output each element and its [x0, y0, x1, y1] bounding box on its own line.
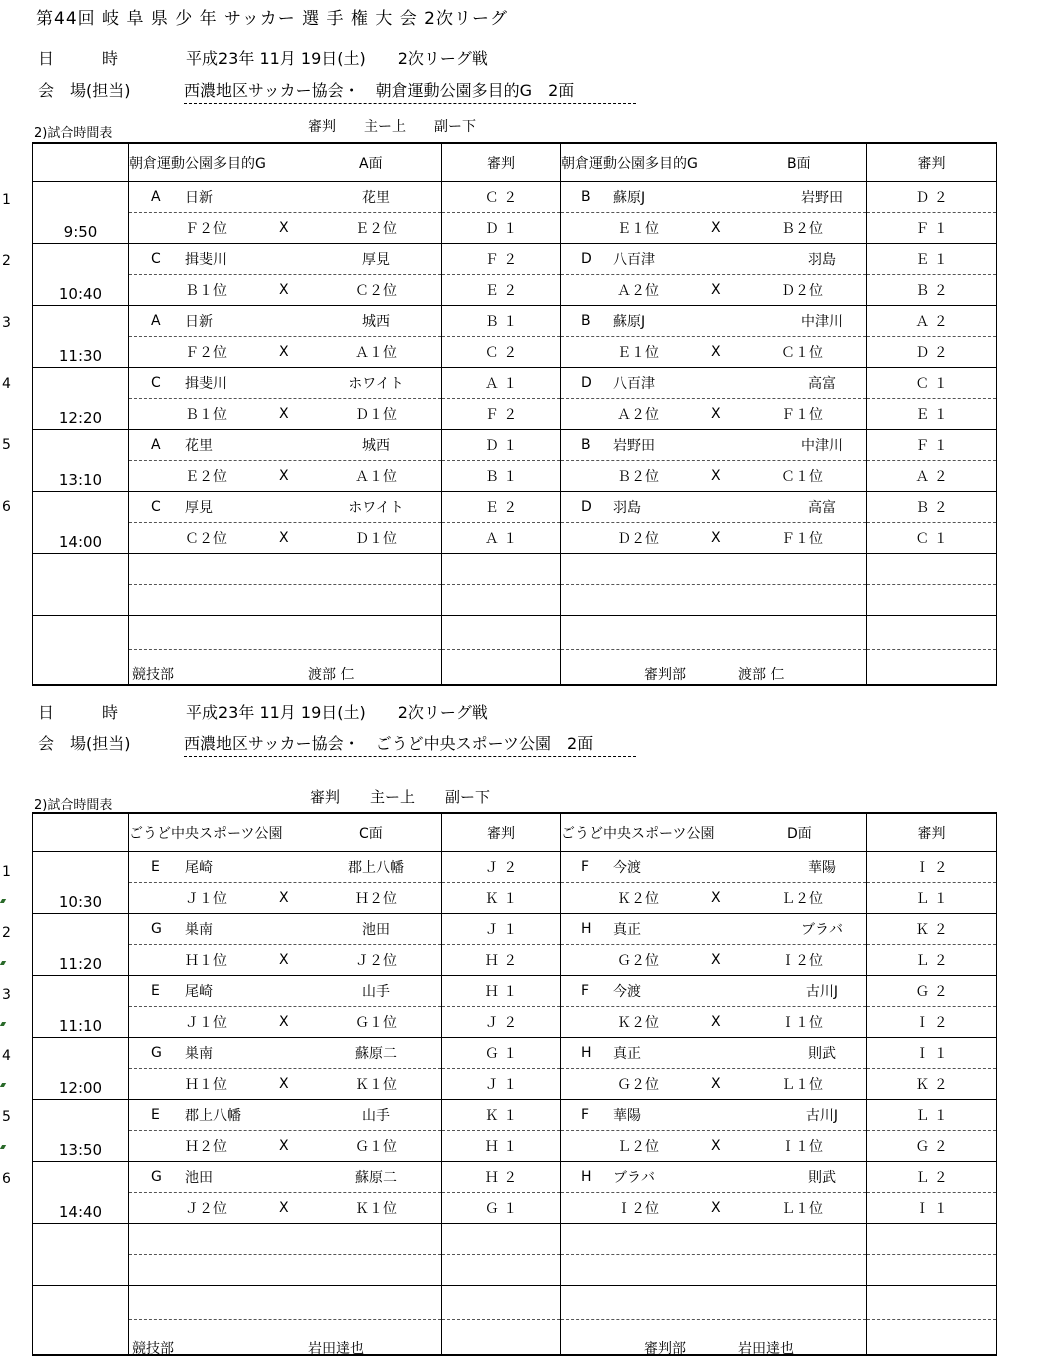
venue-value: 西濃地区サッカー協会・ ごうど中央スポーツ公園 2面: [184, 731, 636, 757]
home-team: 今渡: [613, 984, 641, 1000]
table-row: [33, 337, 997, 368]
empty-row: [33, 1224, 997, 1255]
match-number: 1: [2, 192, 11, 208]
referee-main: Ａ ２: [867, 306, 997, 337]
group-letter: B: [581, 189, 591, 205]
away-team: 厚見: [362, 252, 390, 268]
group-letter: D: [581, 251, 592, 267]
away-team: 華陽: [808, 860, 836, 876]
cell-marker-icon: [0, 961, 6, 965]
group-letter: A: [151, 437, 161, 453]
court-name: D面: [787, 825, 812, 842]
away-team: 羽島: [808, 252, 836, 268]
table-row: [33, 914, 997, 945]
group-letter: B: [581, 313, 591, 329]
referee-header: 審判: [867, 143, 997, 182]
group-letter: E: [151, 859, 160, 875]
group-letter: C: [151, 375, 161, 391]
away-seed: Ｇ１位: [355, 1139, 397, 1155]
table-row: [33, 182, 997, 213]
away-seed: Ｌ２位: [781, 891, 823, 907]
vs-mark: X: [711, 406, 721, 422]
referee-sub: Ｃ ２: [442, 337, 561, 368]
away-team: 古川J: [805, 1108, 839, 1124]
referee-main: Ｉ ２: [867, 852, 997, 883]
group-letter: F: [581, 983, 590, 999]
vs-mark: X: [279, 890, 289, 906]
away-seed: Ｆ１位: [781, 531, 823, 547]
away-team: 池田: [362, 922, 390, 938]
venue-value: 西濃地区サッカー協会・ 朝倉運動公園多目的G 2面: [184, 78, 636, 104]
away-seed: Ｉ２位: [781, 953, 823, 969]
group-letter: D: [581, 499, 592, 515]
group-letter: A: [151, 189, 161, 205]
home-team: 今渡: [613, 860, 641, 876]
referee-sub: Ｋ ２: [867, 1069, 997, 1100]
referee-sub: Ｊ ２: [442, 1007, 561, 1038]
home-seed: Ｉ２位: [617, 1201, 659, 1217]
referee-sub: Ｌ １: [867, 883, 997, 914]
referee-sub: Ｈ ２: [442, 945, 561, 976]
home-team: 尾崎: [185, 860, 213, 876]
table-row: [33, 1100, 997, 1131]
home-team: 尾崎: [185, 984, 213, 1000]
away-team: ブラバ: [801, 922, 843, 938]
table-header: [33, 813, 997, 852]
match-time: 13:50: [33, 1100, 129, 1162]
vs-mark: X: [711, 220, 721, 236]
away-team: 蘇原二: [355, 1170, 397, 1186]
field-name: 朝倉運動公園多目的G: [561, 155, 698, 172]
home-team: 揖斐川: [185, 376, 227, 392]
away-team: 高富: [808, 500, 836, 516]
table-row: [33, 1193, 997, 1224]
home-team: 八百津: [613, 252, 655, 268]
table-row: [33, 461, 997, 492]
away-seed: Ｃ１位: [781, 345, 823, 361]
match-time: 14:40: [33, 1162, 129, 1224]
away-seed: Ｅ２位: [355, 221, 397, 237]
vs-mark: X: [711, 890, 721, 906]
vs-mark: X: [279, 1076, 289, 1092]
cell-marker-icon: [0, 1022, 6, 1026]
field-name: ごうど中央スポーツ公園: [129, 825, 283, 842]
venue-label: 会 場(担当): [38, 81, 131, 100]
home-seed: Ｂ１位: [185, 283, 227, 299]
referee-sub: Ｆ ２: [442, 399, 561, 430]
referee-main: Ｈ １: [442, 976, 561, 1007]
referee-main: Ｊ ２: [442, 852, 561, 883]
home-seed: Ｇ２位: [617, 953, 659, 969]
vs-mark: X: [279, 282, 289, 298]
away-team: 蘇原二: [355, 1046, 397, 1062]
home-team: 岩野田: [613, 438, 655, 454]
group-letter: G: [151, 921, 162, 937]
away-seed: Ｉ１位: [781, 1015, 823, 1031]
away-seed: Ｂ２位: [781, 221, 823, 237]
referee-sub: Ｇ ２: [867, 1131, 997, 1162]
table-row: [33, 492, 997, 523]
table-row: [33, 1069, 997, 1100]
match-time: 11:10: [33, 976, 129, 1038]
table-row: [33, 244, 997, 275]
group-letter: C: [151, 251, 161, 267]
vs-mark: X: [279, 1200, 289, 1216]
vs-mark: X: [279, 344, 289, 360]
away-seed: Ｌ１位: [781, 1077, 823, 1093]
away-team: 高富: [808, 376, 836, 392]
away-team: 則武: [808, 1046, 836, 1062]
away-seed: Ｃ１位: [781, 469, 823, 485]
competition-person: 渡部 仁: [308, 667, 355, 683]
group-letter: F: [581, 859, 590, 875]
match-number: 6: [2, 1170, 11, 1187]
away-seed: Ｃ２位: [355, 283, 397, 299]
home-seed: Ｆ２位: [185, 221, 227, 237]
field-name: ごうど中央スポーツ公園: [561, 825, 715, 842]
away-team: 山手: [362, 984, 390, 1000]
referee-sub: Ｋ １: [442, 883, 561, 914]
referee-main: Ｄ １: [442, 430, 561, 461]
home-team: 日新: [185, 314, 213, 330]
vs-mark: X: [711, 282, 721, 298]
home-seed: Ｅ２位: [185, 469, 227, 485]
home-team: 花里: [185, 438, 213, 454]
table-row: [33, 945, 997, 976]
home-team: 華陽: [613, 1108, 641, 1124]
group-letter: D: [581, 375, 592, 391]
vs-mark: X: [279, 1138, 289, 1154]
competition-person: 岩田達也: [308, 1341, 364, 1357]
referee-person: 岩田達也: [738, 1341, 794, 1357]
group-letter: C: [151, 499, 161, 515]
home-seed: Ｋ２位: [617, 1015, 659, 1031]
group-letter: E: [151, 1107, 160, 1123]
referee-main: Ｈ ２: [442, 1162, 561, 1193]
vs-mark: X: [711, 1014, 721, 1030]
table-row: [33, 523, 997, 554]
match-time: 13:10: [33, 430, 129, 492]
match-number: 5: [2, 1109, 11, 1126]
home-seed: Ｂ２位: [617, 469, 659, 485]
vs-mark: X: [711, 468, 721, 484]
empty-row: [33, 1286, 997, 1320]
group-letter: F: [581, 1107, 590, 1123]
referee-sub: Ａ ２: [867, 461, 997, 492]
referee-sub: Ａ １: [442, 523, 561, 554]
referee-main: Ｉ １: [867, 1038, 997, 1069]
cell-marker-icon: [0, 899, 6, 903]
field-name: 朝倉運動公園多目的G: [129, 155, 266, 172]
referee-main: Ａ １: [442, 368, 561, 399]
home-seed: Ｊ２位: [185, 1201, 227, 1217]
referee-main: Ｃ １: [867, 368, 997, 399]
away-team: 郡上八幡: [348, 860, 404, 876]
home-team: 真正: [613, 1046, 641, 1062]
away-seed: Ｌ１位: [781, 1201, 823, 1217]
away-seed: Ａ１位: [355, 469, 397, 485]
date-label: 日 時: [38, 703, 119, 722]
empty-row: [33, 616, 997, 650]
vs-mark: X: [711, 1138, 721, 1154]
away-team: 花里: [362, 190, 390, 206]
away-team: 中津川: [801, 438, 843, 454]
cell-marker-icon: [0, 1083, 6, 1087]
home-seed: Ａ２位: [617, 283, 659, 299]
table-row: [33, 1162, 997, 1193]
table-row: [33, 1038, 997, 1069]
match-number: 3: [2, 314, 11, 331]
vs-mark: X: [279, 468, 289, 484]
match-time: 12:20: [33, 368, 129, 430]
referee-person: 渡部 仁: [738, 667, 785, 683]
referee-main: Ｇ １: [442, 1038, 561, 1069]
away-team: 中津川: [801, 314, 843, 330]
court-name: C面: [359, 825, 383, 842]
match-number: 3: [2, 986, 11, 1003]
home-seed: Ｂ１位: [185, 407, 227, 423]
home-seed: Ｃ２位: [185, 531, 227, 547]
referee-main: Ｆ １: [867, 430, 997, 461]
referee-sub: Ｂ ２: [867, 275, 997, 306]
home-seed: Ｈ２位: [185, 1139, 227, 1155]
vs-mark: X: [711, 1200, 721, 1216]
home-team: 巣南: [185, 922, 213, 938]
table-row: [33, 883, 997, 914]
home-seed: Ｊ１位: [185, 891, 227, 907]
table-row: [33, 368, 997, 399]
referee-sub: Ｉ １: [867, 1193, 997, 1224]
table-row: [33, 1131, 997, 1162]
match-time: 12:00: [33, 1038, 129, 1100]
timetable-label: 2)試合時間表: [34, 126, 113, 141]
home-seed: Ｈ１位: [185, 953, 227, 969]
away-team: ホワイト: [348, 376, 404, 392]
vs-mark: X: [711, 530, 721, 546]
referee-sub: Ｊ １: [442, 1069, 561, 1100]
table-row: [33, 430, 997, 461]
away-team: 城西: [362, 314, 390, 330]
home-seed: Ｈ１位: [185, 1077, 227, 1093]
match-time: 14:00: [33, 492, 129, 554]
home-team: 池田: [185, 1170, 213, 1186]
referee-dept-label: 審判部: [644, 667, 686, 683]
match-number: 5: [2, 437, 11, 454]
away-team: 城西: [362, 438, 390, 454]
group-letter: H: [581, 921, 592, 937]
table-row: [33, 1007, 997, 1038]
referee-sub: Ｌ ２: [867, 945, 997, 976]
away-seed: Ｊ２位: [355, 953, 397, 969]
date-value: 平成23年 11月 19日(土) 2次リーグ戦: [186, 49, 488, 68]
vs-mark: X: [279, 952, 289, 968]
table-row: [33, 275, 997, 306]
away-seed: Ｉ１位: [781, 1139, 823, 1155]
match-time: 10:40: [33, 244, 129, 306]
date-label: 日 時: [38, 49, 119, 68]
vs-mark: X: [711, 952, 721, 968]
document-title: 第44回 岐 阜 県 少 年 サッカー 選 手 権 大 会 2次リーグ: [36, 9, 508, 29]
referee-sub: Ｃ １: [867, 523, 997, 554]
away-seed: Ｋ１位: [355, 1077, 397, 1093]
timetable-label: 2)試合時間表: [34, 798, 113, 813]
referee-main: Ｄ ２: [867, 182, 997, 213]
match-number: 6: [2, 498, 11, 515]
empty-row: [33, 554, 997, 585]
cell-marker-icon: [0, 1145, 6, 1149]
date-value: 平成23年 11月 19日(土) 2次リーグ戦: [186, 703, 488, 722]
match-time: 11:20: [33, 914, 129, 976]
referee-sub: Ｄ ２: [867, 337, 997, 368]
referee-main: Ｋ ２: [867, 914, 997, 945]
referee-main: Ｅ ２: [442, 492, 561, 523]
vs-mark: X: [711, 1076, 721, 1092]
home-team: 蘇原J: [613, 314, 646, 330]
referee-header: 審判: [442, 143, 561, 182]
referee-main: Ｂ ２: [867, 492, 997, 523]
referee-main: Ｆ ２: [442, 244, 561, 275]
home-seed: Ｆ２位: [185, 345, 227, 361]
competition-dept-label: 競技部: [132, 1341, 174, 1357]
referee-sub: Ｈ １: [442, 1131, 561, 1162]
referee-dept-label: 審判部: [644, 1341, 686, 1357]
home-seed: Ｋ２位: [617, 891, 659, 907]
home-seed: Ｊ１位: [185, 1015, 227, 1031]
vs-mark: X: [279, 406, 289, 422]
court-name: A面: [359, 155, 383, 172]
referee-sub: Ｆ １: [867, 213, 997, 244]
home-team: 日新: [185, 190, 213, 206]
venue-label: 会 場(担当): [38, 734, 131, 753]
group-letter: G: [151, 1169, 162, 1185]
home-seed: Ａ２位: [617, 407, 659, 423]
court-name: B面: [787, 155, 811, 172]
home-team: 真正: [613, 922, 641, 938]
referee-header: 審判: [867, 813, 997, 852]
away-seed: Ｇ１位: [355, 1015, 397, 1031]
match-number: 1: [2, 864, 11, 880]
away-seed: Ｈ２位: [355, 891, 397, 907]
away-team: 則武: [808, 1170, 836, 1186]
match-number: 4: [2, 375, 11, 392]
match-number: 2: [2, 925, 11, 942]
home-seed: Ｇ２位: [617, 1077, 659, 1093]
group-letter: H: [581, 1169, 592, 1185]
referee-main: Ｃ ２: [442, 182, 561, 213]
referee-note: 審判 主ー上 副ー下: [310, 788, 491, 806]
match-number: 2: [2, 253, 11, 270]
home-team: ブラバ: [613, 1170, 655, 1186]
referee-main: Ｋ １: [442, 1100, 561, 1131]
home-team: 郡上八幡: [185, 1108, 241, 1124]
home-seed: Ｌ２位: [617, 1139, 659, 1155]
referee-sub: Ｅ １: [867, 399, 997, 430]
competition-dept-label: 競技部: [132, 667, 174, 683]
home-team: 羽島: [613, 500, 641, 516]
home-seed: Ｅ１位: [617, 221, 659, 237]
away-seed: Ｆ１位: [781, 407, 823, 423]
referee-sub: Ｄ １: [442, 213, 561, 244]
vs-mark: X: [279, 530, 289, 546]
table-row: [33, 306, 997, 337]
vs-mark: X: [279, 220, 289, 236]
table-header: [33, 143, 997, 182]
referee-main: Ｅ １: [867, 244, 997, 275]
match-number: 4: [2, 1047, 11, 1064]
table-row: [33, 976, 997, 1007]
away-team: 岩野田: [801, 190, 843, 206]
vs-mark: X: [279, 1014, 289, 1030]
match-time: 9:50: [33, 182, 129, 244]
table-row: [33, 399, 997, 430]
group-letter: H: [581, 1045, 592, 1061]
match-time: 11:30: [33, 306, 129, 368]
referee-sub: Ｇ １: [442, 1193, 561, 1224]
referee-sub: Ｅ ２: [442, 275, 561, 306]
away-seed: Ａ１位: [355, 345, 397, 361]
match-time: 10:30: [33, 852, 129, 914]
away-team: 古川J: [805, 984, 839, 1000]
referee-main: Ｌ １: [867, 1100, 997, 1131]
away-team: ホワイト: [348, 500, 404, 516]
home-team: 巣南: [185, 1046, 213, 1062]
away-team: 山手: [362, 1108, 390, 1124]
referee-main: Ｌ ２: [867, 1162, 997, 1193]
away-seed: Ｄ２位: [781, 283, 823, 299]
home-team: 八百津: [613, 376, 655, 392]
vs-mark: X: [711, 344, 721, 360]
away-seed: Ｄ１位: [355, 531, 397, 547]
referee-sub: Ｉ ２: [867, 1007, 997, 1038]
away-seed: Ｋ１位: [355, 1201, 397, 1217]
table-row: [33, 852, 997, 883]
referee-sub: Ｂ １: [442, 461, 561, 492]
group-letter: G: [151, 1045, 162, 1061]
group-letter: A: [151, 313, 161, 329]
group-letter: B: [581, 437, 591, 453]
referee-main: Ｊ １: [442, 914, 561, 945]
referee-main: Ｇ ２: [867, 976, 997, 1007]
referee-main: Ｂ １: [442, 306, 561, 337]
home-team: 厚見: [185, 500, 213, 516]
home-team: 揖斐川: [185, 252, 227, 268]
home-team: 蘇原J: [613, 190, 646, 206]
away-seed: Ｄ１位: [355, 407, 397, 423]
table-row: [33, 213, 997, 244]
home-seed: Ｅ１位: [617, 345, 659, 361]
group-letter: E: [151, 983, 160, 999]
home-seed: Ｄ２位: [617, 531, 659, 547]
referee-header: 審判: [442, 813, 561, 852]
referee-note: 審判 主ー上 副ー下: [308, 119, 476, 135]
